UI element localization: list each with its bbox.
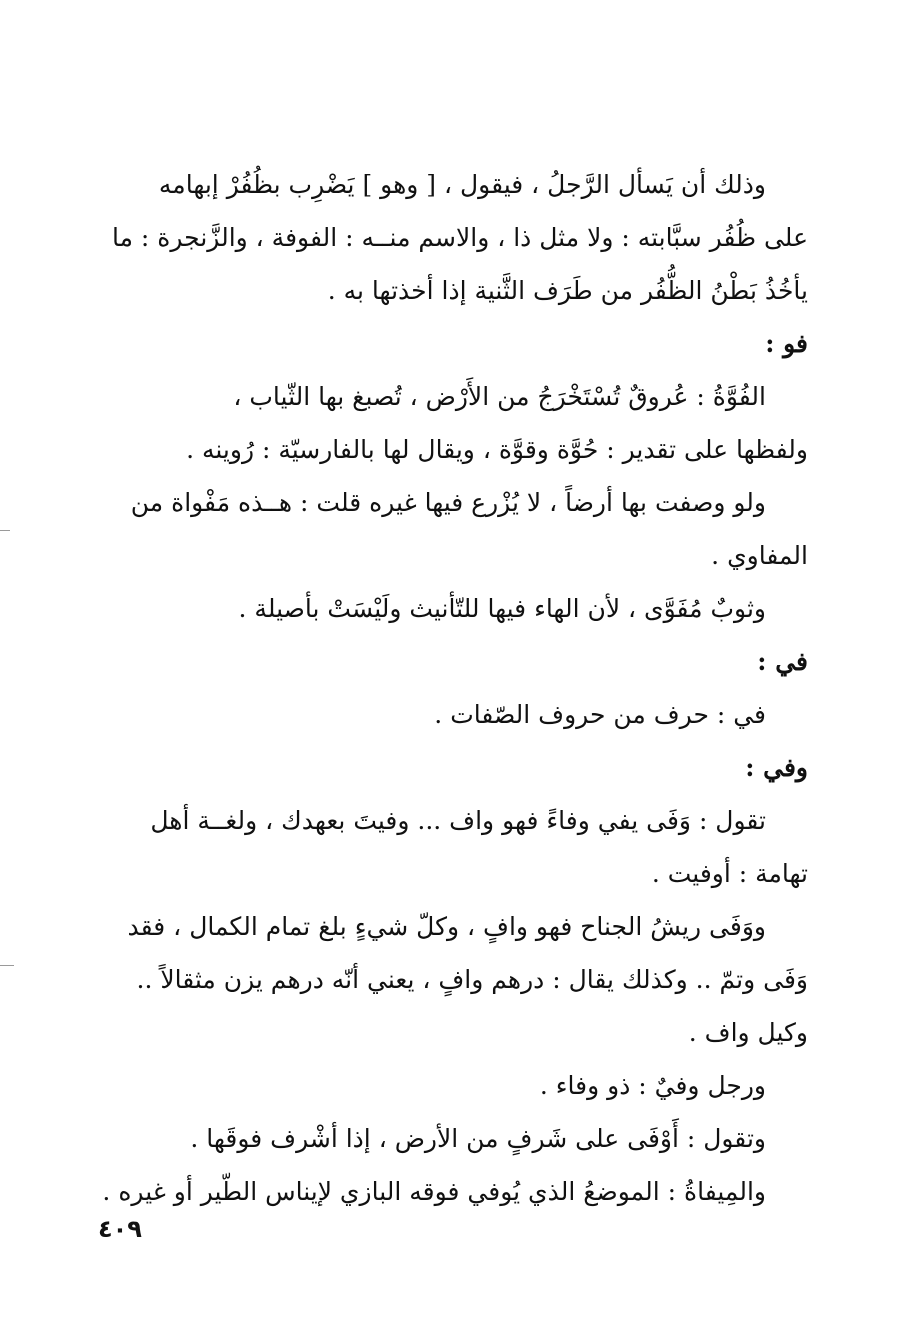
text-line: على ظُفُر سبَّابته : ولا مثل ذا ، والاسم منــه : الفوفة ، والزَّنجرة : ما: [111, 223, 808, 252]
text-line: وثوبٌ مُفَوَّى ، لأن الهاء فيها للتّأنيث ولَيْسَتْ بأصيلة .: [238, 594, 766, 623]
text-line: ولفظها على تقدير : حُوَّة وقوَّة ، ويقال لها بالفارسيّة : رُوينه .: [186, 435, 808, 464]
entry-heading: في :: [757, 647, 808, 676]
text-line: في : حرف من حروف الصّفات .: [434, 700, 766, 729]
text-line: وكيل واف .: [688, 1018, 808, 1047]
scan-artifact: [0, 530, 10, 531]
page-number: ٤٠٩: [98, 1215, 142, 1243]
text-line: ورجل وفيٌ : ذو وفاء .: [539, 1071, 766, 1100]
text-line: الفُوَّةُ : عُروقٌ تُسْتَخْرَجُ من الأَرْض ، تُصبغ بها الثّياب ،: [233, 382, 766, 411]
text-line: وَفَى وتمّ .. وكذلك يقال : درهم وافٍ ، يعني أنّه درهم يزن مثقالاً ..: [136, 965, 808, 994]
text-line: وذلك أن يَسأل الرَّجلُ ، فيقول ، [ وهو ] يَضْرِب بظُفُرْ إبهامه: [158, 170, 766, 199]
scan-artifact: [0, 965, 14, 966]
text-line: ولو وصفت بها أرضاً ، لا يُزْرع فيها غيره قلت : هــذه مَفْواة من: [130, 488, 766, 517]
text-line: تهامة : أوفيت .: [651, 859, 808, 888]
text-line: وتقول : أَوْفَى على شَرفٍ من الأرض ، إذا أشْرف فوقَها .: [190, 1124, 766, 1153]
text-line: يأخُذُ بَطْنُ الظُّفُر من طَرَف الثَّنية إذا أخذتها به .: [327, 276, 808, 305]
page-body: [100, 158, 808, 1218]
text-line: المفاوي .: [711, 541, 808, 570]
entry-heading: وفي :: [745, 753, 808, 782]
text-line: تقول : وَفَى يفي وفاءً فهو واف ... وفيتَ بعهدك ، ولغــة أهل: [150, 806, 766, 835]
text-line: ووَفَى ريشُ الجناح فهو وافٍ ، وكلّ شيءٍ بلغ تمام الكمال ، فقد: [127, 912, 766, 941]
entry-heading: فو :: [765, 329, 808, 358]
text-line: والمِيفاةُ : الموضعُ الذي يُوفي فوقه البازي لإيناس الطّير أو غيره .: [102, 1177, 766, 1206]
